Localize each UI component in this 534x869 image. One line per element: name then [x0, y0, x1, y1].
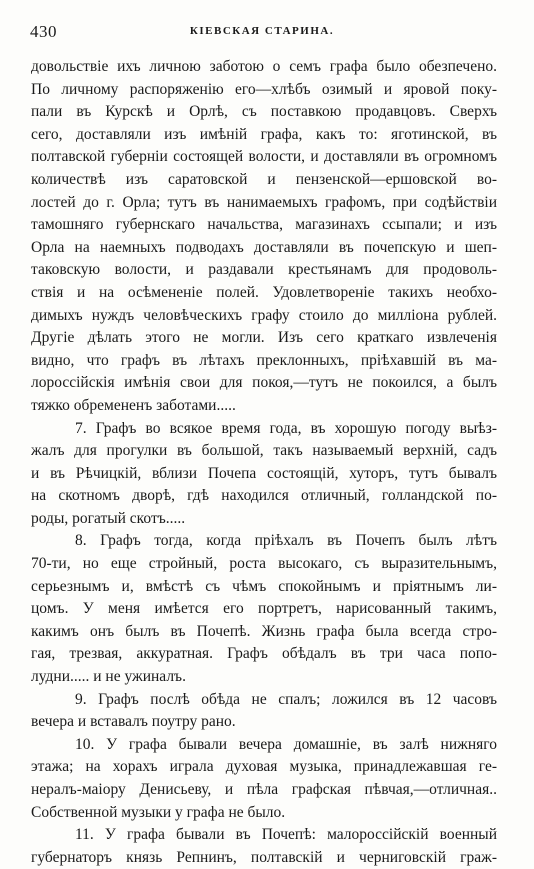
text-line: ствія и на осѣмененіе полей. Удовлетвореніе такихъ необхо- [31, 283, 497, 301]
running-head: КІЕВСКАЯ СТАРИНА. [189, 25, 335, 37]
text-line: губернаторъ князь Репнинъ, полтавскій и черниговскій граж- [31, 848, 497, 866]
text-line: лостей до г. Орла; тутъ въ нанимаемыхъ графомъ, при содѣйствіи [31, 193, 497, 211]
text-line: 11. У графа бывали въ Почепѣ: малороссійскій военный [75, 826, 497, 844]
text-line: и въ Рѣчицкій, вблизи Почепа состоящій, хуторъ, тутъ бывалъ [31, 464, 497, 482]
text-line: тяжко обремененъ заботами..... [31, 396, 236, 414]
text-line: 70-ти, но еще стройный, роста высокаго, съ выразительнымъ, [31, 555, 497, 573]
text-line: вечера и вставалъ поутру рано. [31, 713, 236, 731]
text-line: таковскую волости, и раздавали крестьянамъ для продоволь- [31, 261, 497, 279]
text-line: 8. Графъ тогда, когда пріѣхалъ въ Почепъ былъ лѣтъ [75, 532, 497, 550]
text-line: тамошняго губернскаго начальства, магазинахъ ссыпали; и изъ [31, 216, 497, 234]
text-line: пали въ Курскѣ и Орлѣ, съ поставкою продавцовъ. Сверхъ [31, 103, 497, 121]
text-line: гая, трезвая, аккуратная. Графъ обѣдалъ въ три часа попо- [31, 645, 497, 663]
text-line: 9. Графъ послѣ обѣда не спалъ; ложился въ 12 часовъ [75, 690, 497, 708]
text-line: серьезнымъ и, вмѣстѣ съ чѣмъ спокойнымъ и пріятнымъ ли- [31, 577, 497, 595]
page-header [30, 22, 494, 42]
text-line: Другіе дѣлать этого не могли. Изъ сего краткаго извлеченія [31, 329, 497, 347]
text-line: какимъ онъ былъ въ Почепѣ. Жизнь графа была всегда стро- [31, 622, 497, 640]
text-line: полтавской губерніи состоящей волости, и доставляли въ огромномъ [31, 148, 497, 166]
text-line: этажа; на хорахъ играла духовая музыка, принадлежавшая ге- [31, 758, 497, 776]
text-line: Собственной музыки у графа не было. [31, 803, 286, 821]
body-text [31, 56, 497, 869]
text-line: лороссійскія имѣнія свои для покоя,—тутъ не покоился, а былъ [31, 374, 497, 392]
text-line: 7. Графъ во всякое время года, въ хорошую погоду выѣз- [75, 419, 497, 437]
text-line: Орла на наемныхъ подводахъ доставляли въ почепскую и шеп- [31, 238, 497, 256]
text-line: нералъ-маіору Денисьеву, и пѣла графская пѣвчая,—отличная.. [31, 781, 497, 798]
text-line: цомъ. У меня имѣется его портретъ, нарисованный такимъ, [31, 600, 497, 618]
text-line: видно, что графъ въ лѣтахъ преклонныхъ, пріѣхавшій въ ма- [31, 351, 497, 369]
text-line: димыхъ нуждъ человѣческихъ графу стоило до милліона рублей. [31, 306, 497, 324]
text-line: лудни..... и не ужиналъ. [31, 668, 186, 686]
text-line: довольствіе ихъ личною заботою о семъ графа было обезпечено. [31, 58, 497, 75]
text-line: на скотномъ дворѣ, гдѣ находился отличный, голландской по- [31, 487, 497, 505]
text-line: сего, доставляли изъ имѣній графа, какъ то: яготинской, въ [31, 125, 497, 143]
text-line: По личному распоряженію его—хлѣбъ озимый и яровой поку- [31, 80, 497, 98]
text-line: роды, рогатый скотъ..... [31, 509, 186, 527]
text-line: количествѣ изъ саратовской и пензенской—ершовской во- [31, 170, 497, 188]
page-number: 430 [30, 22, 57, 41]
text-line: 10. У графа бывали вечера домашніе, въ залѣ нижняго [75, 735, 497, 753]
text-line: жалъ для прогулки въ большой, такъ называемый верхній, садъ [31, 442, 497, 460]
